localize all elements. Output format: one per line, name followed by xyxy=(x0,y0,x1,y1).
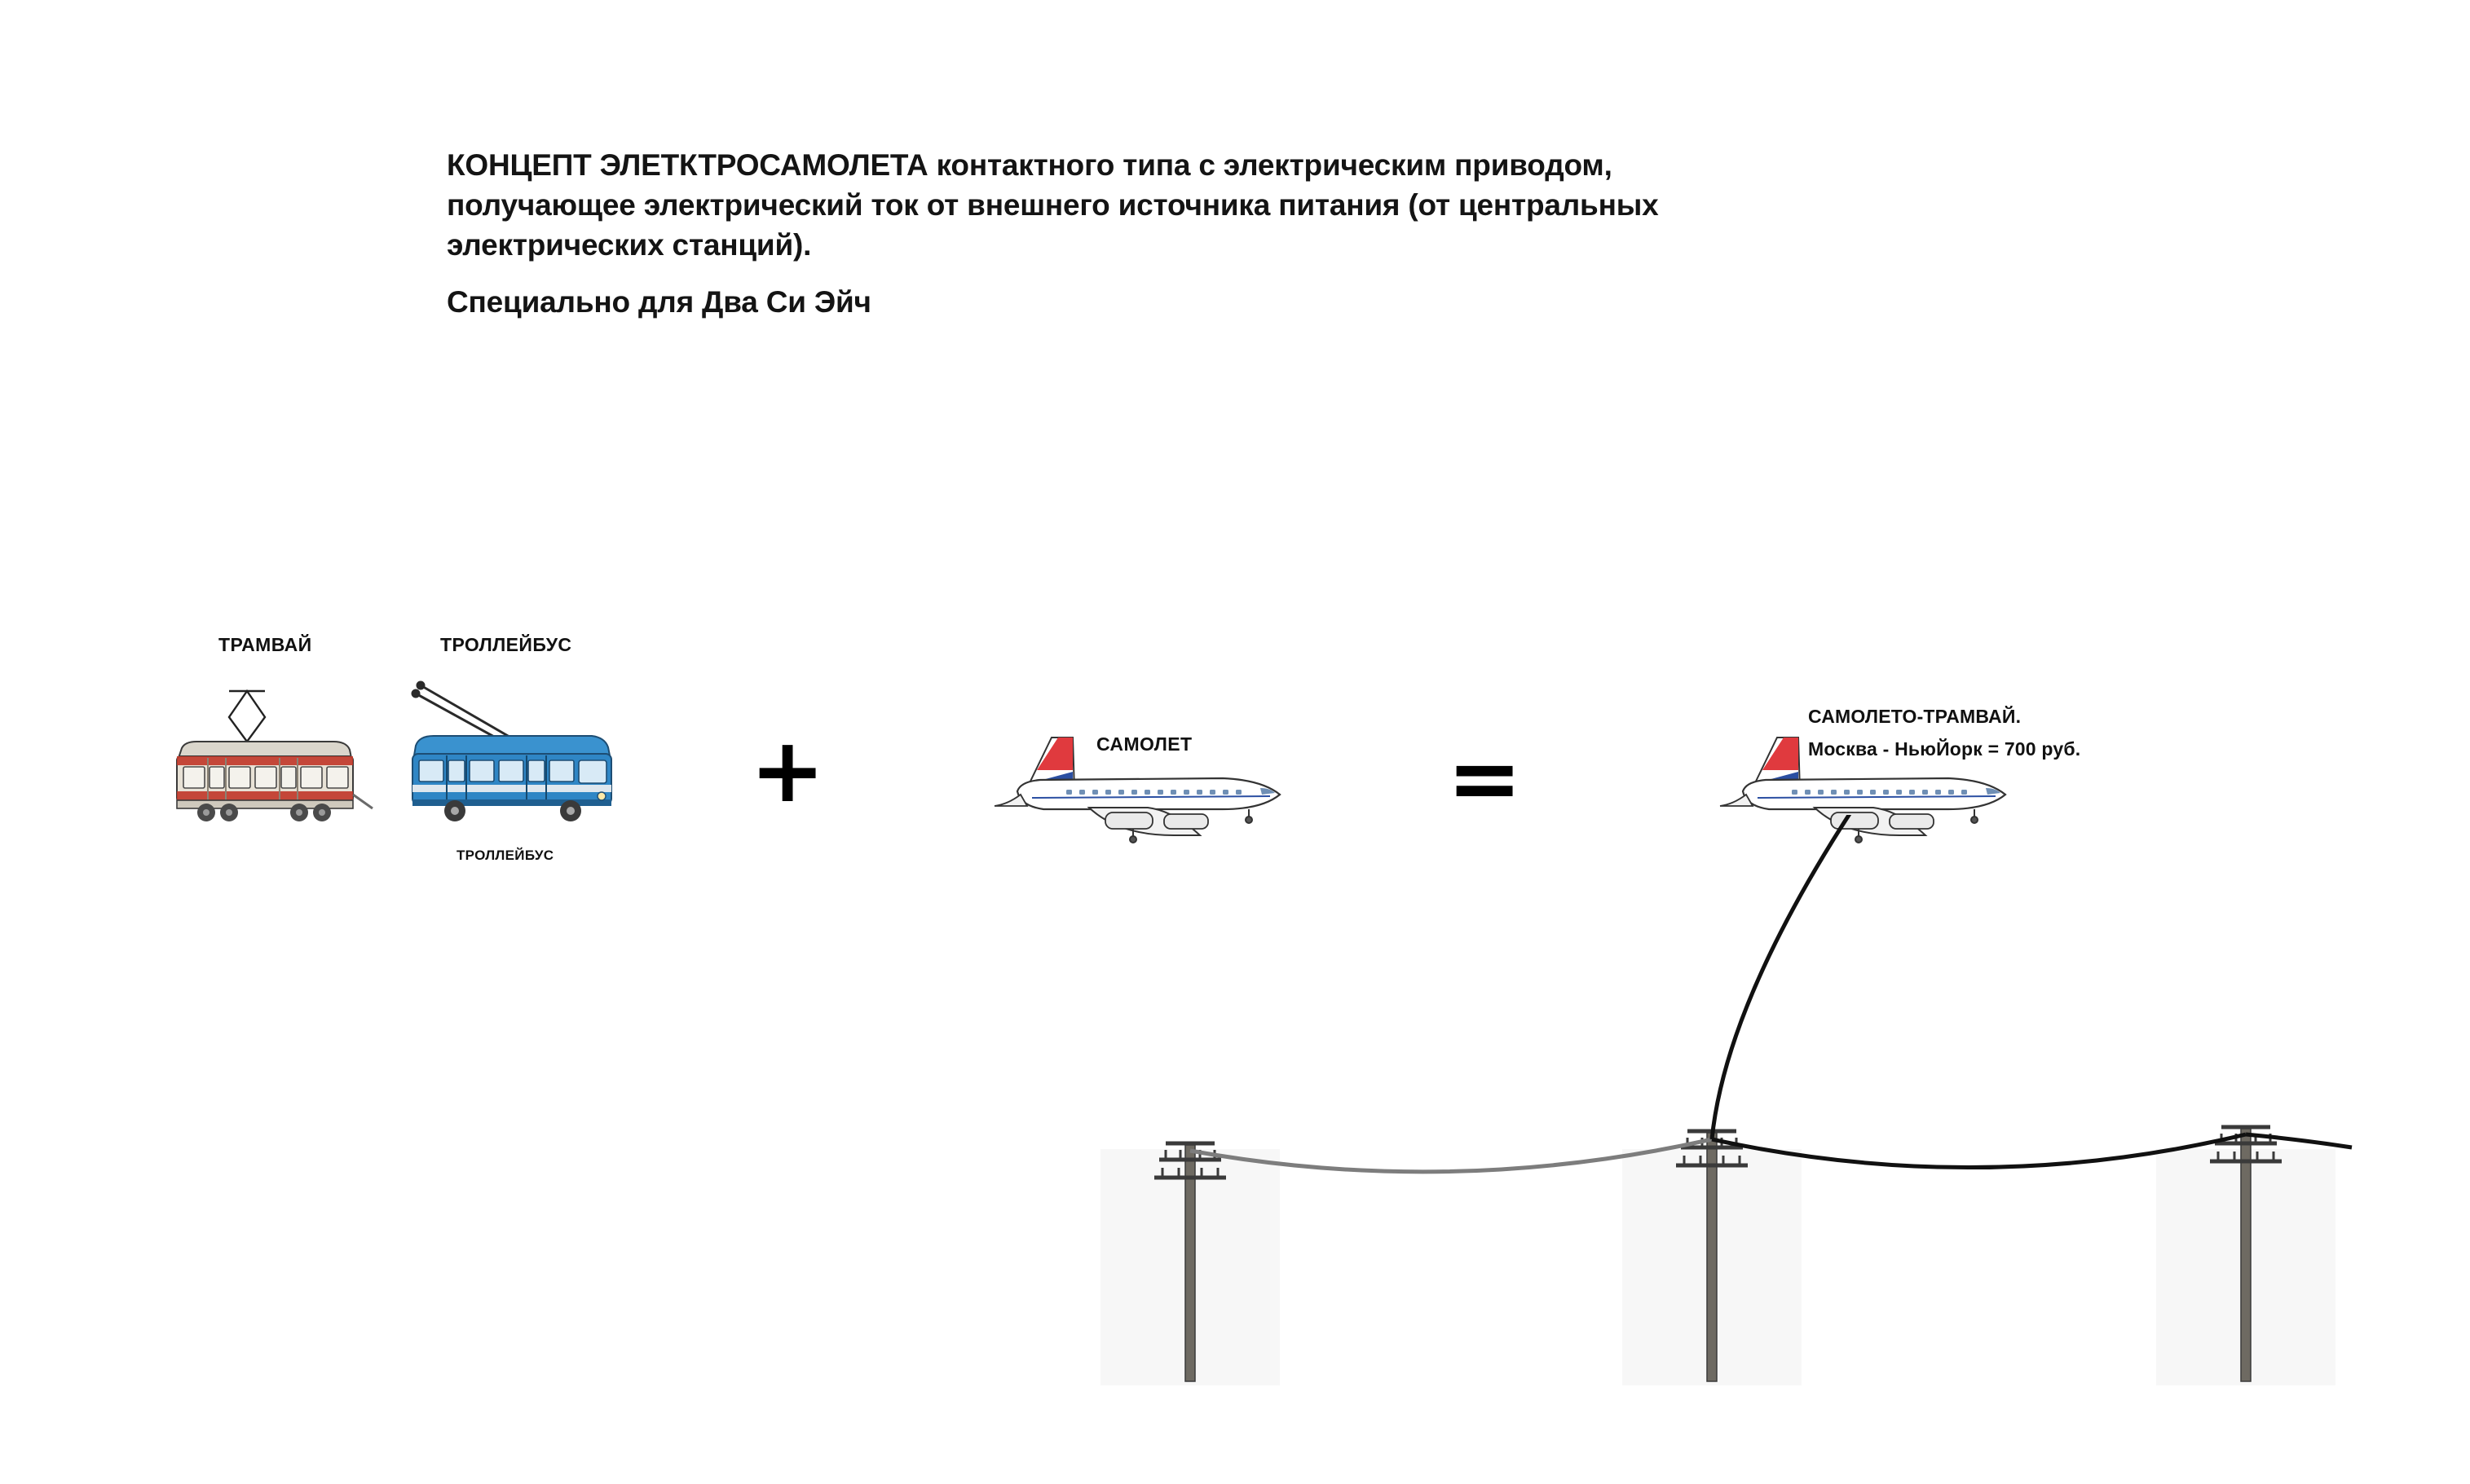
contact-wire-black xyxy=(1712,1134,2246,1168)
label-result-title: САМОЛЕТО-ТРАМВАЙ. xyxy=(1808,706,2022,727)
trolleybus-icon xyxy=(391,680,636,843)
contact-wire-black-right xyxy=(2246,1134,2352,1147)
contact-wire-grey xyxy=(1190,1139,1712,1172)
title-line-3: электрических станций). xyxy=(447,228,812,262)
label-result-price: Москва - НьюЙорк = 700 руб. xyxy=(1808,738,2081,760)
title-line-4: Специально для Два Си Эйч xyxy=(447,284,871,319)
label-trolleybus: ТРОЛЛЕЙБУС xyxy=(440,634,572,655)
title-line-2: получающее электрический ток от внешнего источника питания (от центральных xyxy=(447,188,1659,222)
catenary-scene xyxy=(1092,815,2364,1385)
equals-operator: = xyxy=(1447,726,1523,830)
label-plane: САМОЛЕТ xyxy=(1096,733,1193,755)
plane-pantograph-wire xyxy=(1712,815,1908,1139)
title-line-1: КОНЦЕПТ ЭЛЕТКТРОСАМОЛЕТА контактного типа с электрическим приводом, xyxy=(447,148,1612,182)
page-title xyxy=(447,145,2175,322)
catenary-poles-icon xyxy=(1092,815,2364,1385)
label-tram: ТРАМВАЙ xyxy=(218,634,312,655)
label-trolleybus-caption: ТРОЛЛЕЙБУС xyxy=(457,848,554,863)
tram-icon xyxy=(151,685,395,839)
plus-operator: + xyxy=(750,718,826,822)
